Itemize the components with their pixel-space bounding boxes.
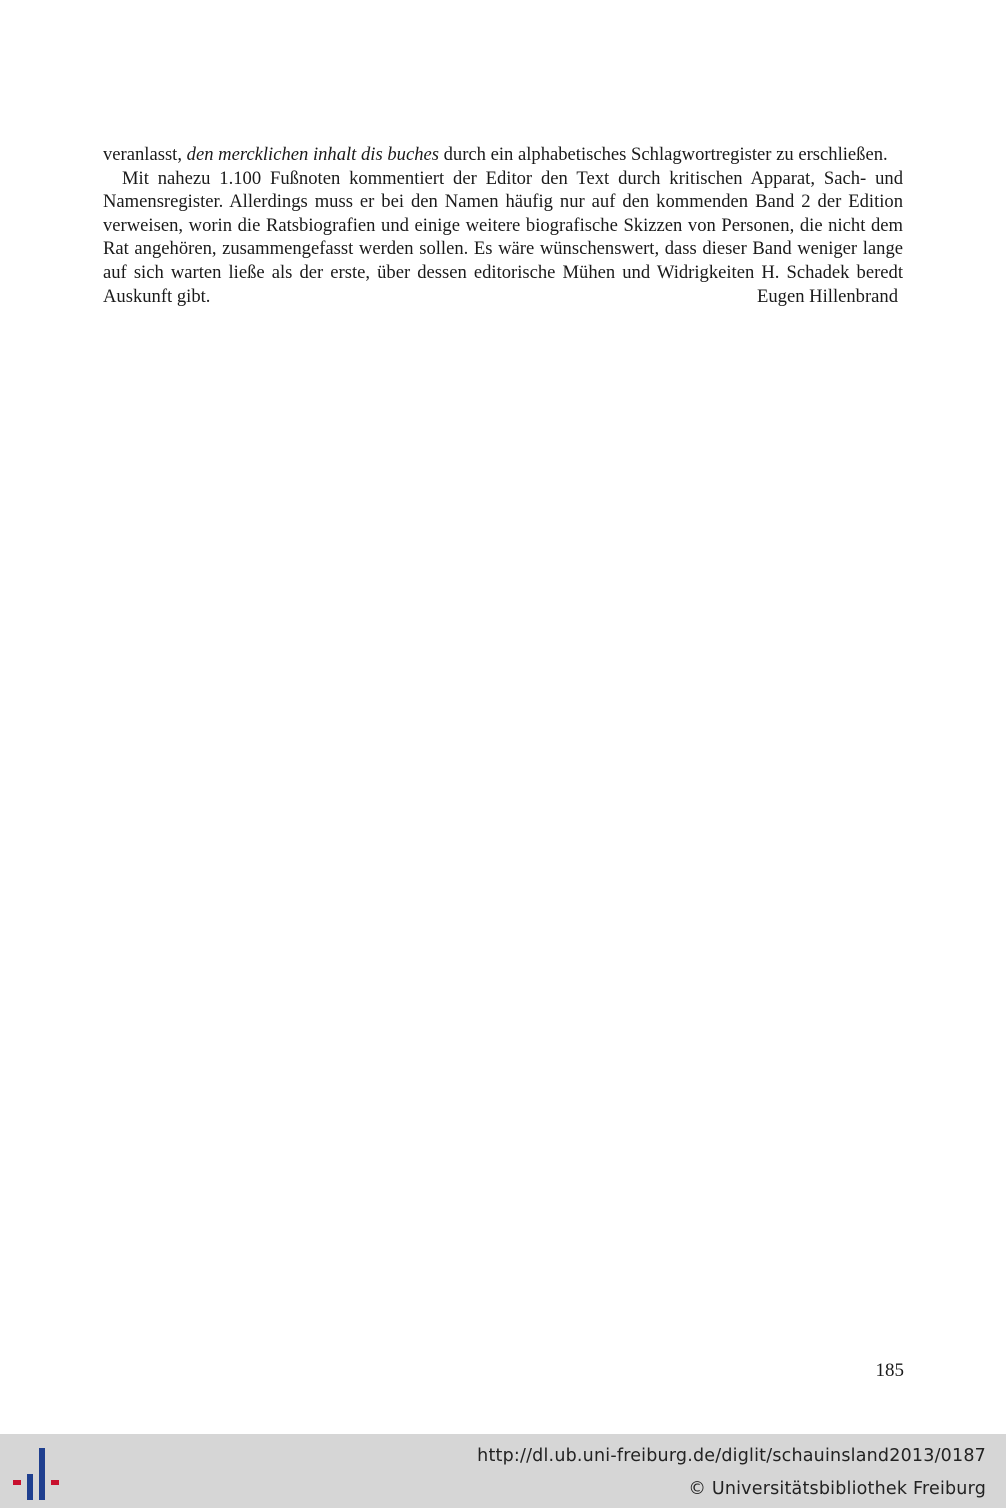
paragraph-1-start: veranlasst, [103, 144, 187, 165]
library-footer [0, 1434, 1006, 1508]
author-signature: Eugen Hillenbrand [757, 285, 898, 307]
page-number: 185 [875, 1360, 904, 1381]
copyright-notice: © Universitätsbibliothek Freiburg [688, 1479, 986, 1499]
paragraph-1 [103, 143, 903, 167]
paragraph-2 [103, 167, 903, 309]
paragraph-1-end: durch ein alphabetisches Schlagwortregister zu erschließen. [438, 144, 888, 165]
italic-quote: den mercklichen inhalt dis buches [186, 144, 439, 165]
permalink-url[interactable]: http://dl.ub.uni-freiburg.de/diglit/schauinsland2013/0187 [477, 1446, 986, 1466]
library-logo-icon [13, 1446, 63, 1500]
paragraph-2-text: Mit nahezu 1.100 Fußnoten kommentiert der Editor den Text durch kritischen Apparat, Sach- und Namensregister. Allerdings muss er bei den Namen häufig nur auf den kommenden Band 2 der Edition verweisen, worin die Ratsbiografien und einige weitere biografische Skizzen von Personen, die nicht dem Rat angehören, zusammengefasst werden sollen. Es wäre wünschenswert, dass dieser Band weniger lange auf sich warten ließe als der erste, über dessen editorische Mühen und Widrigkeiten H. Schadek beredt Auskunft gibt. [103, 167, 903, 307]
article-text [103, 143, 903, 308]
